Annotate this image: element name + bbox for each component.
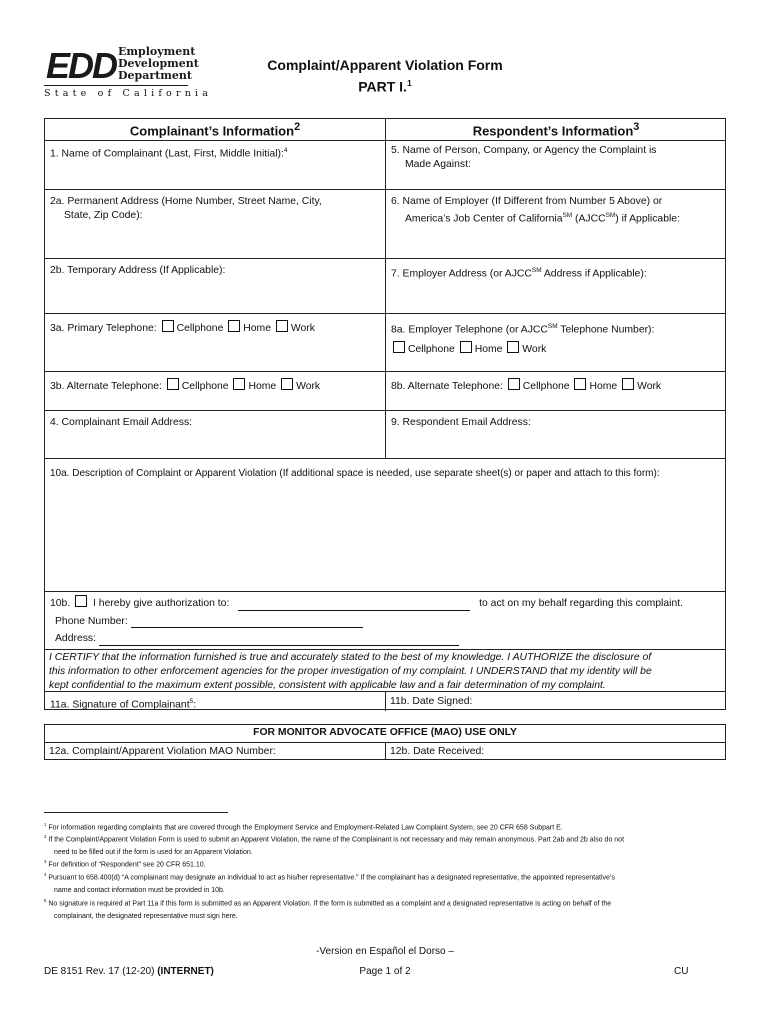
complaint-description-field[interactable]: 10a. Description of Complaint or Apparent Violation (If additional space is needed, use separate sheet(s) or paper and attach to this form):: [50, 468, 660, 479]
respondent-alternate-telephone-field[interactable]: 8b. Alternate Telephone: Cellphone Home Work: [391, 378, 725, 394]
row-divider: [45, 591, 725, 592]
complainant-heading: Complainant’s Information$^2$: [129, 121, 301, 139]
representative-name-line[interactable]: [238, 599, 470, 611]
temporary-address-field[interactable]: 2b. Temporary Address (If Applicable):: [50, 265, 226, 276]
signature-field[interactable]: 11a. Signature of Complainant$^5$:: [50, 698, 197, 711]
primary-telephone-field[interactable]: 3a. Primary Telephone: Cellphone Home Work: [50, 320, 380, 336]
page-number: Page 1 of 2: [359, 966, 411, 977]
footnote-5: $^5$ No signature is required at Part 11a if this form is submitted as an Apparent Violation. If the form is submitted as a complaint and a designated representative is acting on behalf of the complainant, the designated representative must sign here.: [44, 898, 612, 921]
certification-statement: I CERTIFY that the information furnished is true and accurately stated to the best of my knowledge. I AUTHORIZE the disclosure of this information to other enforcement agencies for the proper investigation of my complaint. I UNDERSTAND that my identity will be kept confidential to the maximum extent possible, consistent with applicable law and a fair determination of my complaint.: [49, 652, 652, 691]
permanent-address-field[interactable]: 2a. Permanent Address (Home Number, Street Name, City, State, Zip Code):: [50, 196, 322, 221]
date-signed-field[interactable]: 11b. Date Signed:: [390, 696, 473, 707]
authorization-checkbox[interactable]: [75, 595, 87, 607]
employer-cellphone-checkbox[interactable]: [393, 341, 405, 353]
employer-home-checkbox[interactable]: [460, 341, 472, 353]
logo-line-department: Department: [118, 69, 192, 82]
respondent-name-field[interactable]: 5. Name of Person, Company, or Agency the Complaint is Made Against:: [391, 145, 657, 170]
footnote-2: $^2$ If the Complaint/Apparent Violation Form is used to submit an Apparent Violation, the name of the Complainant is not necessary and may remain anonymous. Part 2ab and 2b also do not need to be filled out if the form is used for an Apparent Violation.: [44, 834, 625, 857]
employer-address-field[interactable]: 7. Employer Address (or AJCC℠ Address if Applicable):: [391, 267, 647, 280]
alternate-work-checkbox[interactable]: [281, 378, 293, 390]
employer-telephone-field[interactable]: 8a. Employer Telephone (or AJCC℠ Telephone Number): Cellphone Home Work: [391, 323, 655, 355]
logo-line-employment: Employment: [118, 45, 196, 58]
primary-cellphone-checkbox[interactable]: [162, 320, 174, 332]
complainant-name-field[interactable]: 1. Name of Complainant (Last, First, Middle Initial):$^4$: [50, 147, 288, 160]
alternate-cellphone-checkbox[interactable]: [167, 378, 179, 390]
mao-heading: FOR MONITOR ADVOCATE OFFICE (MAO) USE ONLY: [253, 727, 517, 738]
form-code: CU: [674, 966, 689, 977]
alternate-telephone-field[interactable]: 3b. Alternate Telephone: Cellphone Home Work: [50, 378, 384, 394]
representative-phone-line[interactable]: [131, 616, 363, 628]
primary-work-checkbox[interactable]: [276, 320, 288, 332]
date-received-field[interactable]: 12b. Date Received:: [390, 746, 485, 757]
alternate-home-checkbox[interactable]: [233, 378, 245, 390]
respondent-heading: Respondent’s Information$^3$: [472, 121, 640, 139]
complainant-email-field[interactable]: 4. Complainant Email Address:: [50, 417, 193, 428]
form-revision: DE 8151 Rev. 17 (12-20) (INTERNET): [44, 966, 214, 977]
footnote-1: $^1$ For information regarding complaints that are covered through the Employment Service and Employment-Related Law Complaint System, see 20 CFR 658 Subpart E.: [44, 822, 563, 832]
footnote-divider: [44, 812, 228, 813]
respondent-alt-work-checkbox[interactable]: [622, 378, 634, 390]
column-divider: [385, 119, 386, 459]
logo-line-development: Development: [118, 57, 199, 70]
form-title-line1: Complaint/Apparent Violation Form: [267, 57, 503, 73]
employer-name-field[interactable]: 6. Name of Employer (If Different from Number 5 Above) or America’s Job Center of California℠ (AJCC℠) if Applicable:: [391, 196, 680, 224]
form-title: [0, 56, 770, 96]
employer-work-checkbox[interactable]: [507, 341, 519, 353]
respondent-alt-home-checkbox[interactable]: [574, 378, 586, 390]
mao-use-only-box: [44, 724, 726, 760]
logo-state-of-california: State of California: [44, 88, 213, 99]
authorization-field[interactable]: 10b. I hereby give authorization to: to act on my behalf regarding this complaint. Phone Number: Address:: [50, 595, 726, 646]
footnote-4: $^4$ Pursuant to 658.400(d) “A complainant may designate an individual to act as his/her representative.” If the complainant has a designated representative, the appointed representative’s name and contact information must be provided in 10b.: [44, 872, 615, 895]
footnote-3: $^3$ For definition of “Respondent” see 20 CFR 651.10.: [44, 859, 206, 869]
column-divider: [385, 691, 386, 711]
spanish-version-note: -Version en Español el Dorso –: [316, 946, 454, 957]
respondent-email-field[interactable]: 9. Respondent Email Address:: [391, 417, 531, 428]
edd-logo-mark: EDD: [46, 45, 117, 86]
row-divider: [45, 649, 725, 650]
mao-number-field[interactable]: 12a. Complaint/Apparent Violation MAO Number:: [49, 746, 276, 757]
form-title-line2: PART I.$^1$: [358, 78, 412, 95]
representative-address-line[interactable]: [99, 634, 459, 646]
complaint-form-grid: [44, 118, 726, 710]
primary-home-checkbox[interactable]: [228, 320, 240, 332]
column-divider: [385, 742, 386, 760]
respondent-alt-cellphone-checkbox[interactable]: [508, 378, 520, 390]
